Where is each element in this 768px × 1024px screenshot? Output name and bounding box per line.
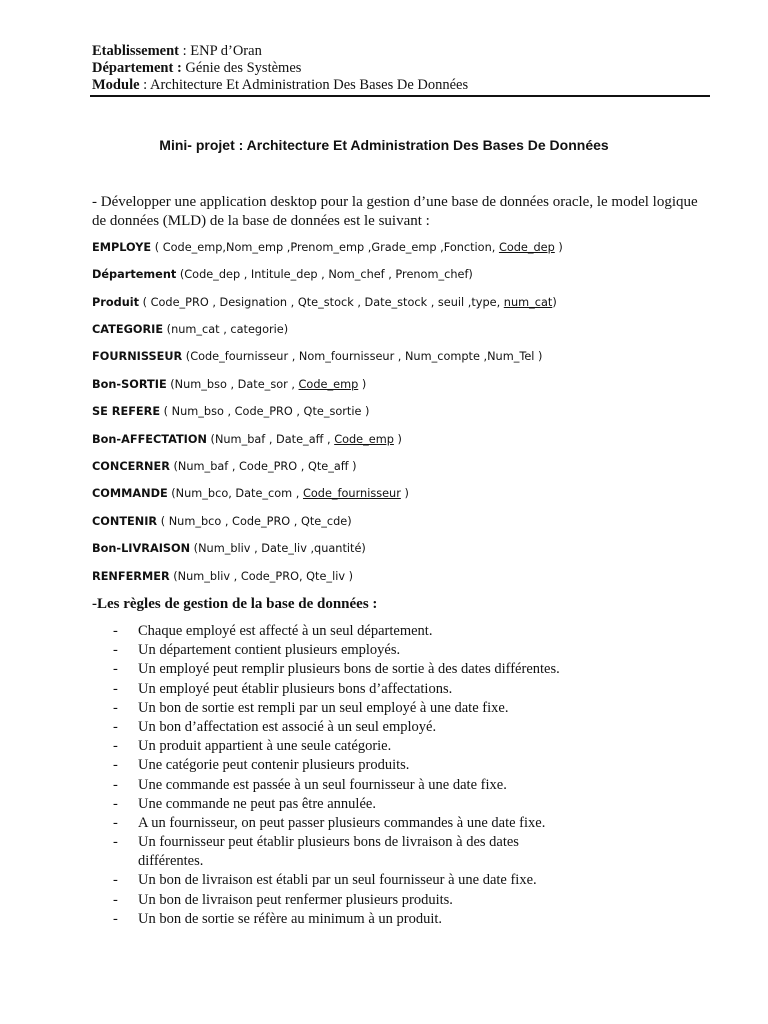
mld-attributes: (Num_bso , Date_sor , bbox=[166, 378, 299, 391]
mld-line bbox=[92, 405, 712, 419]
mld-line bbox=[92, 460, 712, 474]
header-divider bbox=[90, 95, 710, 97]
mld-attributes: (Num_bco, Date_com , bbox=[167, 487, 303, 500]
mld-foreign-key: Code_dep bbox=[498, 241, 555, 254]
rule-text: Un bon de livraison est établi par un seul fournisseur à une date fixe. bbox=[138, 872, 537, 889]
department-label: Département : bbox=[92, 60, 182, 76]
mld-entity-name: Produit bbox=[92, 296, 140, 309]
list-item bbox=[0, 814, 768, 833]
rule-text: Un département contient plusieurs employés. bbox=[138, 642, 401, 659]
mld-entity-name: Bon-SORTIE bbox=[92, 378, 167, 391]
bullet-dash: - bbox=[113, 718, 118, 735]
mld-entity-name: EMPLOYE bbox=[92, 241, 152, 254]
mld-entity-name: SE REFERE bbox=[92, 405, 161, 418]
mld-tail: ) bbox=[554, 241, 563, 254]
mld-entity-name: CATEGORIE bbox=[92, 323, 164, 336]
rule-text: Une commande ne peut pas être annulée. bbox=[138, 795, 376, 812]
rule-text: Un fournisseur peut établir plusieurs bons de livraison à des dates bbox=[138, 834, 519, 851]
mld-line bbox=[92, 296, 712, 310]
list-item bbox=[0, 660, 768, 679]
mld-foreign-key: Code_emp bbox=[334, 433, 394, 446]
mld-entity-name: Département bbox=[92, 268, 177, 281]
bullet-dash: - bbox=[113, 757, 118, 774]
list-item bbox=[0, 795, 768, 814]
mld-attributes: ( Num_bso , Code_PRO , Qte_sortie ) bbox=[160, 405, 370, 418]
rules-heading: -Les règles de gestion de la base de données : bbox=[92, 596, 378, 612]
mld-attributes: (Num_bliv , Date_liv ,quantité) bbox=[190, 542, 366, 555]
mld-entity-name: CONTENIR bbox=[92, 515, 158, 528]
mld-attributes: (num_cat , categorie) bbox=[163, 323, 289, 336]
mld-line bbox=[92, 323, 712, 337]
rule-text: Un employé peut remplir plusieurs bons de sortie à des dates différentes. bbox=[138, 661, 560, 678]
mld-line bbox=[92, 515, 712, 529]
rule-text: Un produit appartient à une seule catégorie. bbox=[138, 738, 392, 755]
list-item bbox=[0, 680, 768, 699]
mld-tail: ) bbox=[393, 433, 402, 446]
rules-list bbox=[0, 622, 768, 929]
header-module bbox=[92, 77, 468, 93]
bullet-dash: - bbox=[113, 738, 118, 755]
bullet-dash: - bbox=[113, 680, 118, 697]
module-value: : Architecture Et Administration Des Bases De Données bbox=[139, 77, 469, 93]
bullet-dash: - bbox=[113, 910, 118, 927]
mld-attributes: ( Code_PRO , Designation , Qte_stock , Date_stock , seuil ,type, bbox=[139, 296, 504, 309]
bullet-dash: - bbox=[113, 642, 118, 659]
mld-line bbox=[92, 241, 712, 255]
mld-entity-name: RENFERMER bbox=[92, 570, 170, 583]
list-item-continuation bbox=[0, 852, 768, 871]
establishment-value: : ENP d’Oran bbox=[179, 43, 262, 59]
list-item bbox=[0, 871, 768, 890]
header-establishment bbox=[92, 43, 262, 59]
mld-attributes: (Code_fournisseur , Nom_fournisseur , Num_compte ,Num_Tel ) bbox=[182, 350, 543, 363]
bullet-dash: - bbox=[113, 776, 118, 793]
list-item bbox=[0, 776, 768, 795]
mld-line bbox=[92, 268, 712, 282]
mld-entity-name: Bon-AFFECTATION bbox=[92, 433, 207, 446]
bullet-dash: - bbox=[113, 834, 118, 851]
module-label: Module bbox=[92, 77, 140, 93]
mld-attributes: (Code_dep , Intitule_dep , Nom_chef , Prenom_chef) bbox=[176, 268, 473, 281]
list-item bbox=[0, 699, 768, 718]
mld-line bbox=[92, 487, 712, 501]
list-item bbox=[0, 641, 768, 660]
mld-entity-name: Bon-LIVRAISON bbox=[92, 542, 191, 555]
rule-text: Un bon de sortie est rempli par un seul employé à une date fixe. bbox=[138, 699, 509, 716]
rule-text: Un bon de livraison peut renfermer plusieurs produits. bbox=[138, 891, 453, 908]
bullet-dash: - bbox=[113, 872, 118, 889]
mld-line bbox=[92, 542, 712, 556]
list-item bbox=[0, 756, 768, 775]
mld-attributes: (Num_baf , Date_aff , bbox=[206, 433, 335, 446]
establishment-label: Etablissement bbox=[92, 43, 179, 59]
list-item bbox=[0, 737, 768, 756]
bullet-dash: - bbox=[113, 699, 118, 716]
mld-foreign-key: num_cat bbox=[503, 296, 553, 309]
intro-paragraph: - Développer une application desktop pour la gestion d’une base de données oracle, le model logique de données (MLD) de la base de données est le suivant : bbox=[92, 194, 698, 229]
mld-tail: ) bbox=[400, 487, 409, 500]
list-item bbox=[0, 891, 768, 910]
mld-line bbox=[92, 378, 712, 392]
list-item bbox=[0, 622, 768, 641]
rule-text: différentes. bbox=[138, 853, 204, 870]
bullet-dash: - bbox=[113, 623, 118, 639]
list-item bbox=[0, 833, 768, 852]
department-value: Génie des Systèmes bbox=[181, 60, 302, 76]
document-title: Mini- projet : Architecture Et Administration Des Bases De Données bbox=[159, 137, 609, 153]
mld-line bbox=[92, 350, 712, 364]
list-item bbox=[0, 718, 768, 737]
rule-text: Un bon d’affectation est associé à un seul employé. bbox=[138, 718, 437, 735]
rule-text: Une catégorie peut contenir plusieurs produits. bbox=[138, 757, 410, 774]
rule-text: Une commande est passée à un seul fournisseur à une date fixe. bbox=[138, 776, 507, 793]
bullet-dash: - bbox=[113, 661, 118, 678]
mld-foreign-key: Code_fournisseur bbox=[302, 487, 401, 500]
mld-tail: ) bbox=[358, 378, 367, 391]
mld-entity-name: CONCERNER bbox=[92, 460, 170, 473]
rule-text: Un bon de sortie se réfère au minimum à un produit. bbox=[138, 910, 443, 927]
list-item bbox=[0, 910, 768, 929]
mld-attributes: (Num_bliv , Code_PRO, Qte_liv ) bbox=[169, 570, 354, 583]
mld-entity-name: FOURNISSEUR bbox=[92, 350, 183, 363]
mld-line bbox=[92, 570, 712, 584]
rule-text: Chaque employé est affecté à un seul département. bbox=[138, 623, 433, 639]
mld-tail: ) bbox=[552, 296, 557, 309]
mld-foreign-key: Code_emp bbox=[298, 378, 359, 391]
mld-line bbox=[92, 433, 712, 447]
bullet-dash: - bbox=[113, 795, 118, 812]
bullet-dash: - bbox=[113, 814, 118, 831]
mld-entity-name: COMMANDE bbox=[92, 487, 168, 500]
mld-attributes: (Num_baf , Code_PRO , Qte_aff ) bbox=[169, 460, 357, 473]
rule-text: Un employé peut établir plusieurs bons d’affectations. bbox=[138, 680, 453, 697]
mld-attributes: ( Code_emp,Nom_emp ,Prenom_emp ,Grade_emp ,Fonction, bbox=[151, 241, 499, 254]
mld-attributes: ( Num_bco , Code_PRO , Qte_cde) bbox=[157, 515, 352, 528]
rule-text: A un fournisseur, on peut passer plusieurs commandes à une date fixe. bbox=[138, 814, 546, 831]
bullet-dash: - bbox=[113, 891, 118, 908]
header-department bbox=[92, 60, 301, 76]
